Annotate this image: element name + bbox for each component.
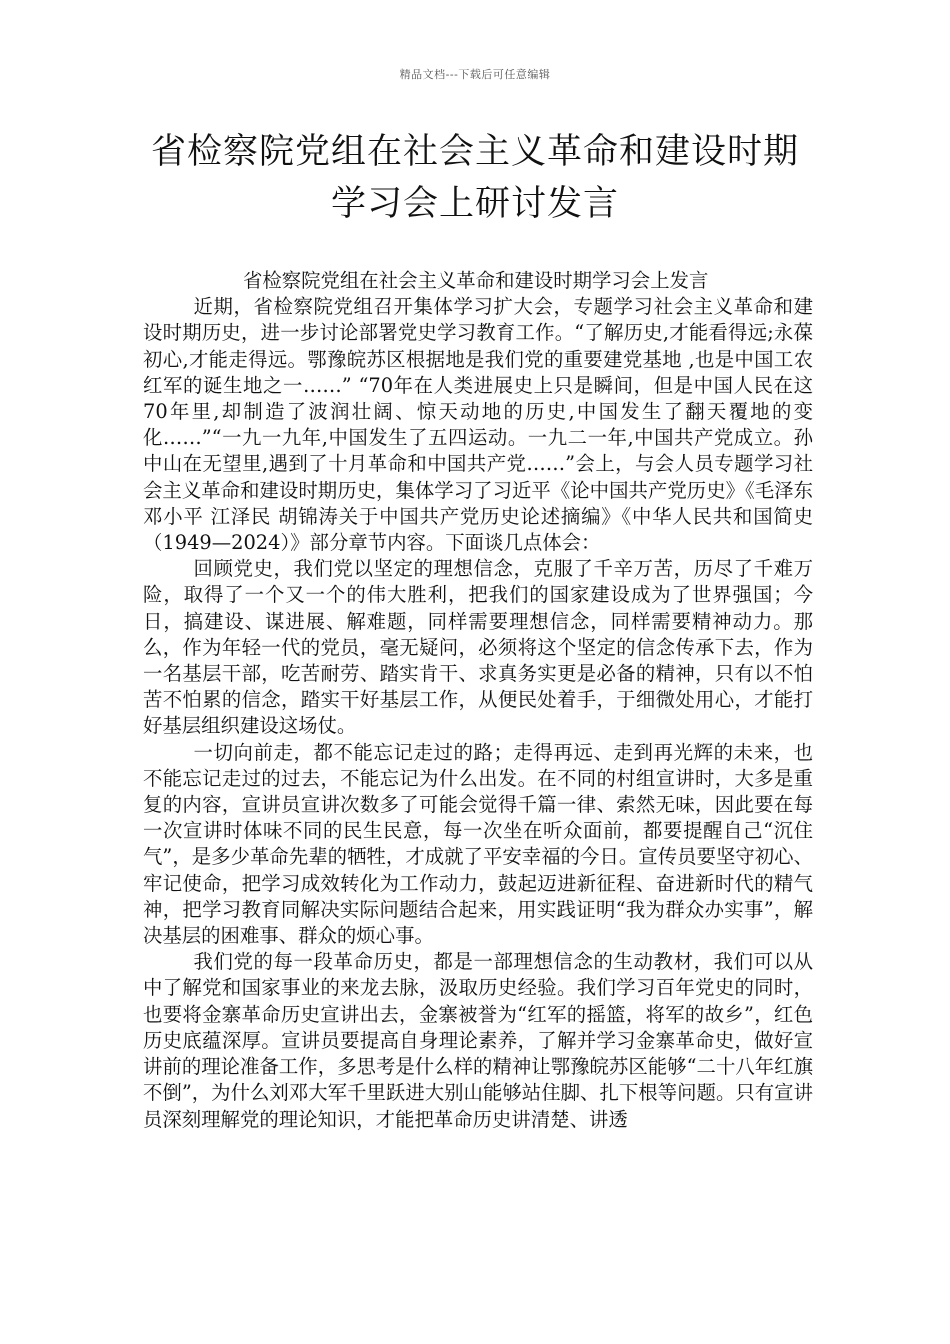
paragraph: 一切向前走，都不能忘记走过的路；走得再远、走到再光辉的未来，也不能忘记走过的过去，不能忘记为什么出发。在不同的村组宣讲时，大多是重复的内容，宣讲员宣讲次数多了可能会觉得千篇一律、索然无味，因此要在每一次宣讲时体味不同的民生民意，每一次坐在听众面前，都要提醒自己“沉住气”，是多少革命先辈的牺牲，才成就了平安幸福的今日。宣传员要坚守初心、牢记使命，把学习成效转化为工作动力，鼓起迈进新征程、奋进新时代的精气神，把学习教育同解决实际问题结合起来，用实践证明“我为群众办实事”，解决基层的困难事、群众的烦心事。 [143, 740, 813, 948]
page-header-note: 精品文档---下载后可任意编辑 [399, 68, 551, 81]
document-title-line-1: 省检察院党组在社会主义革命和建设时期 [150, 132, 799, 172]
document-title [120, 126, 830, 230]
paragraph: 近期，省检察院党组召开集体学习扩大会，专题学习社会主义革命和建设时期历史，进一步讨论部署党史学习教育工作。“了解历史,才能看得远;永葆初心,才能走得远。鄂豫皖苏区根据地是我们党的重要建党基地 ,也是中国工农红军的诞生地之一……” “70年在人类进展史上只是瞬间，但是中国人民在这 70年里,却制造了波润壮阔、惊天动地的历史,中国发生了翻天覆地的变化……”“一九一九年,中国发生了五四运动。一九二一年,中国共产党成立。孙中山在无望里,遇到了十月革命和中国共产党……”会上，与会人员专题学习社会主义革命和建设时期历史，集体学习了习近平《论中国共产党历史》《毛泽东 邓小平 江泽民 胡锦涛关于中国共产党历史论述摘编》《中华人民共和国简史（1949—2024）》部分章节内容。下面谈几点体会： [143, 295, 813, 555]
document-subtitle: 省检察院党组在社会主义革命和建设时期学习会上发言 [243, 269, 709, 292]
document-title-line-2: 学习会上研讨发言 [330, 184, 619, 224]
paragraph: 我们党的每一段革命历史，都是一部理想信念的生动教材，我们可以从中了解党和国家事业的来龙去脉，汲取历史经验。我们学习百年党史的同时，也要将金寨革命历史宣讲出去，金寨被誉为“红军的摇篮，将军的故乡”，红色历史底蕴深厚。宣讲员要提高自身理论素养，了解并学习金寨革命史，做好宣讲前的理论准备工作，多思考是什么样的精神让鄂豫皖苏区能够“二十八年红旗不倒”，为什么刘邓大军千里跃进大别山能够站住脚、扎下根等问题。只有宣讲员深刻理解党的理论知识，才能把革命历史讲清楚、讲透 [143, 950, 813, 1131]
paragraph: 回顾党史，我们党以坚定的理想信念，克服了千辛万苦，历尽了千难万险，取得了一个又一个的伟大胜利，把我们的国家建设成为了世界强国；今日，搞建设、谋进展、解难题，同样需要理想信念，同样需要精神动力。那么，作为年轻一代的党员，毫无疑问，必须将这个坚定的信念传承下去，作为一名基层干部，吃苦耐劳、踏实肯干、求真务实更是必备的精神，只有以不怕苦不怕累的信念，踏实干好基层工作，从便民处着手，于细微处用心，才能打好基层组织建设这场仗。 [143, 557, 813, 738]
document-body [143, 268, 813, 1133]
